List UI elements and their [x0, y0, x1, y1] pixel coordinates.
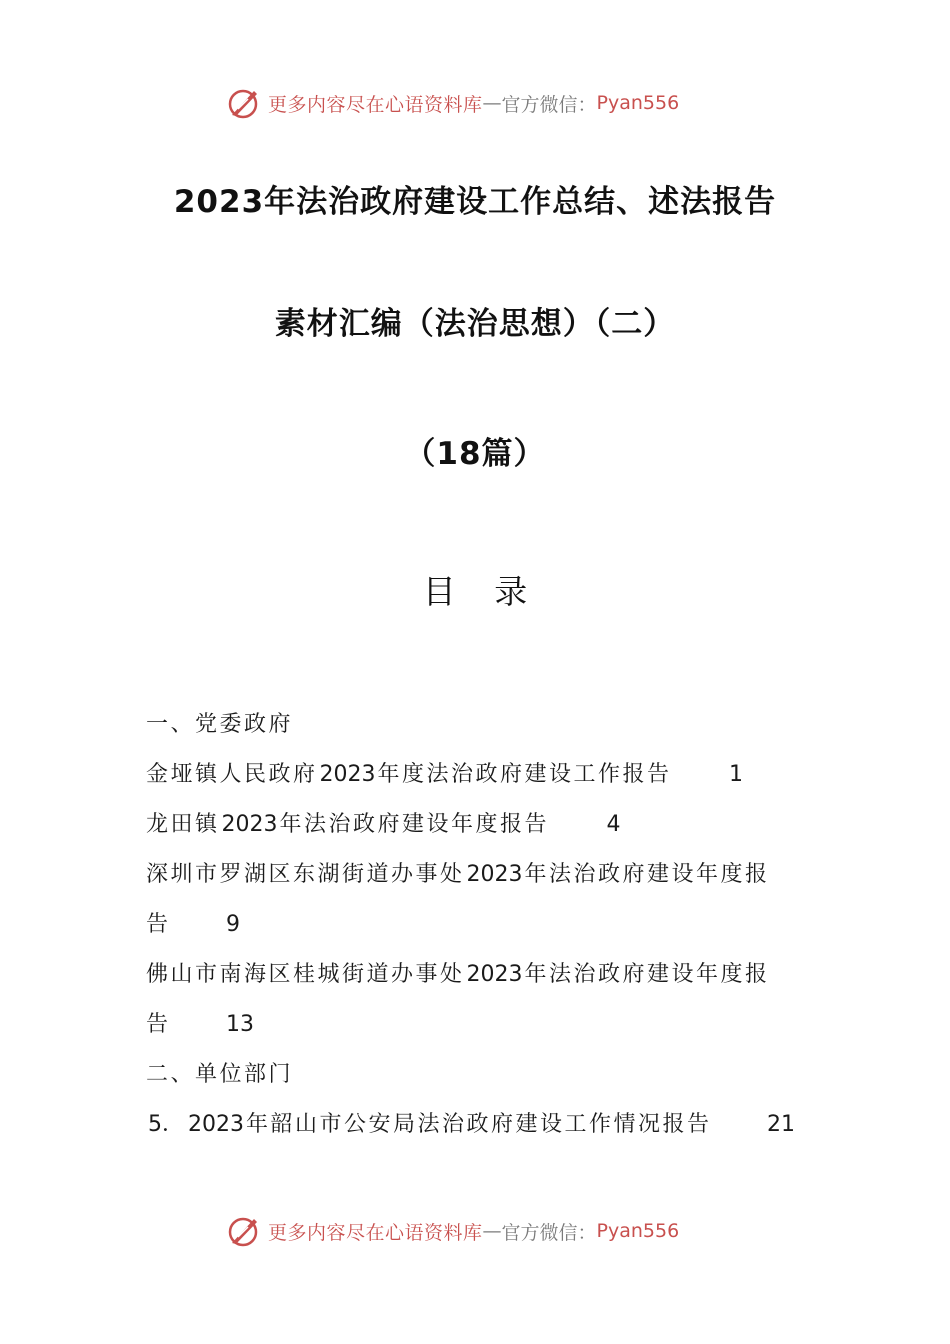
section-label: 二、单位部门 [146, 1062, 294, 1087]
entry-page-number: 9 [226, 912, 241, 937]
banner-wechat-id: Pyan556 [596, 1220, 680, 1242]
entry-page-number: 1 [729, 762, 744, 787]
entry-year: 2023 [319, 762, 376, 787]
header-watermark-banner [226, 83, 679, 123]
banner-official-label: 官方微信： [501, 1221, 597, 1244]
footer-watermark-banner [226, 1211, 679, 1251]
entry-text: 年韶山市公安局法治政府建设工作情况报告 [246, 1112, 712, 1137]
entry-page-number: 13 [226, 1012, 255, 1037]
toc-section-2 [146, 1050, 816, 1100]
banner-main-text: 更多内容尽在心语资料库 [268, 1221, 483, 1244]
toc-heading-char1: 目 [422, 572, 456, 611]
toc-entry-3-cont[interactable] [146, 900, 816, 950]
toc-heading [0, 566, 950, 613]
entry-text: 龙田镇 [146, 812, 220, 837]
entry-text: 深圳市罗湖区东湖街道办事处 [146, 862, 465, 887]
quill-logo-icon [226, 1213, 262, 1249]
section-label: 一、党委政府 [146, 712, 294, 737]
banner-separator: — [482, 1220, 502, 1242]
banner-wechat-id: Pyan556 [596, 92, 680, 114]
document-title-line2: 素材汇编（法治思想）（二） [274, 306, 676, 342]
toc-entry-2[interactable] [146, 800, 816, 850]
entry-page-number: 4 [606, 812, 621, 837]
entry-text: 告 [146, 912, 171, 937]
entry-text: 年度法治政府建设工作报告 [377, 762, 672, 787]
entry-text: 告 [146, 1012, 171, 1037]
toc-entry-3[interactable] [146, 850, 816, 900]
toc-entry-5[interactable] [146, 1100, 816, 1150]
entry-year: 2023 [221, 812, 278, 837]
entry-text: 年法治政府建设年度报 [524, 962, 770, 987]
entry-text: 年法治政府建设年度报告 [279, 812, 550, 837]
toc-heading-char2: 录 [494, 572, 528, 611]
entry-number: 5． [148, 1112, 184, 1137]
entry-text: 金垭镇人民政府 [146, 762, 318, 787]
entry-text: 年法治政府建设年度报 [524, 862, 770, 887]
toc-entry-1[interactable] [146, 750, 816, 800]
entry-text: 佛山市南海区桂城街道办事处 [146, 962, 465, 987]
entry-year: 2023 [466, 862, 523, 887]
document-title-line1: 2023年法治政府建设工作总结、述法报告 [173, 184, 777, 220]
entry-page-number: 21 [767, 1112, 796, 1137]
toc-entry-4[interactable] [146, 950, 816, 1000]
toc-section-1 [146, 700, 816, 750]
table-of-contents [146, 700, 816, 1150]
entry-year: 2023 [188, 1112, 244, 1137]
banner-separator: — [482, 92, 502, 114]
document-title-count: （18篇） [404, 436, 546, 472]
quill-logo-icon [226, 85, 262, 121]
banner-main-text: 更多内容尽在心语资料库 [268, 93, 483, 116]
banner-official-label: 官方微信： [501, 93, 597, 116]
toc-entry-4-cont[interactable] [146, 1000, 816, 1050]
entry-year: 2023 [466, 962, 523, 987]
